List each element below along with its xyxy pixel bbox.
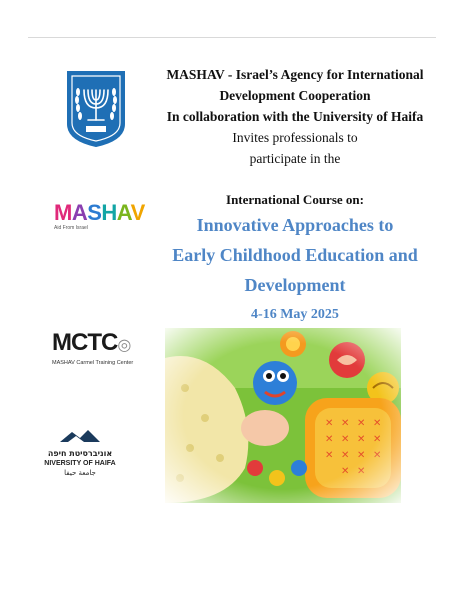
course-title-line-2: Early Childhood Education and bbox=[172, 245, 418, 265]
course-dates: 4-16 May 2025 bbox=[251, 307, 339, 322]
mashav-tagline: Aid From Israel bbox=[54, 225, 88, 231]
state-emblem-icon bbox=[64, 68, 128, 148]
haifa-english-name: NIVERSITY OF HAIFA bbox=[44, 460, 116, 467]
intro-line-cooperation: Development Cooperation bbox=[219, 88, 371, 103]
haifa-arabic-name: جامعة حيفا bbox=[64, 469, 96, 477]
mctc-logo bbox=[52, 330, 148, 370]
mctc-logo-word: MCTC◎ bbox=[52, 329, 131, 356]
intro-block bbox=[150, 64, 440, 169]
mashav-logo-word: MASHAV bbox=[54, 200, 145, 225]
course-heading: International Course on: bbox=[226, 192, 364, 207]
course-block bbox=[150, 190, 440, 328]
child-playing-toy-photo bbox=[165, 328, 401, 503]
university-of-haifa-logo bbox=[40, 428, 120, 483]
intro-line-participate: participate in the bbox=[249, 151, 341, 166]
mctc-tagline: MASHAV Carmel Training Center bbox=[52, 360, 134, 366]
mashav-logo bbox=[54, 201, 146, 241]
top-divider bbox=[28, 37, 436, 38]
intro-line-invites: Invites professionals to bbox=[232, 130, 358, 145]
course-title-line-3: Development bbox=[244, 275, 346, 295]
intro-line-collaboration: In collaboration with the University of Haifa bbox=[166, 109, 424, 124]
haifa-hebrew-name: אוניברסיטת חיפה bbox=[47, 449, 113, 458]
haifa-building-icon bbox=[58, 428, 102, 444]
intro-line-agency: MASHAV - Israel’s Agency for International bbox=[166, 67, 424, 82]
course-title-line-1: Innovative Approaches to bbox=[196, 215, 394, 235]
